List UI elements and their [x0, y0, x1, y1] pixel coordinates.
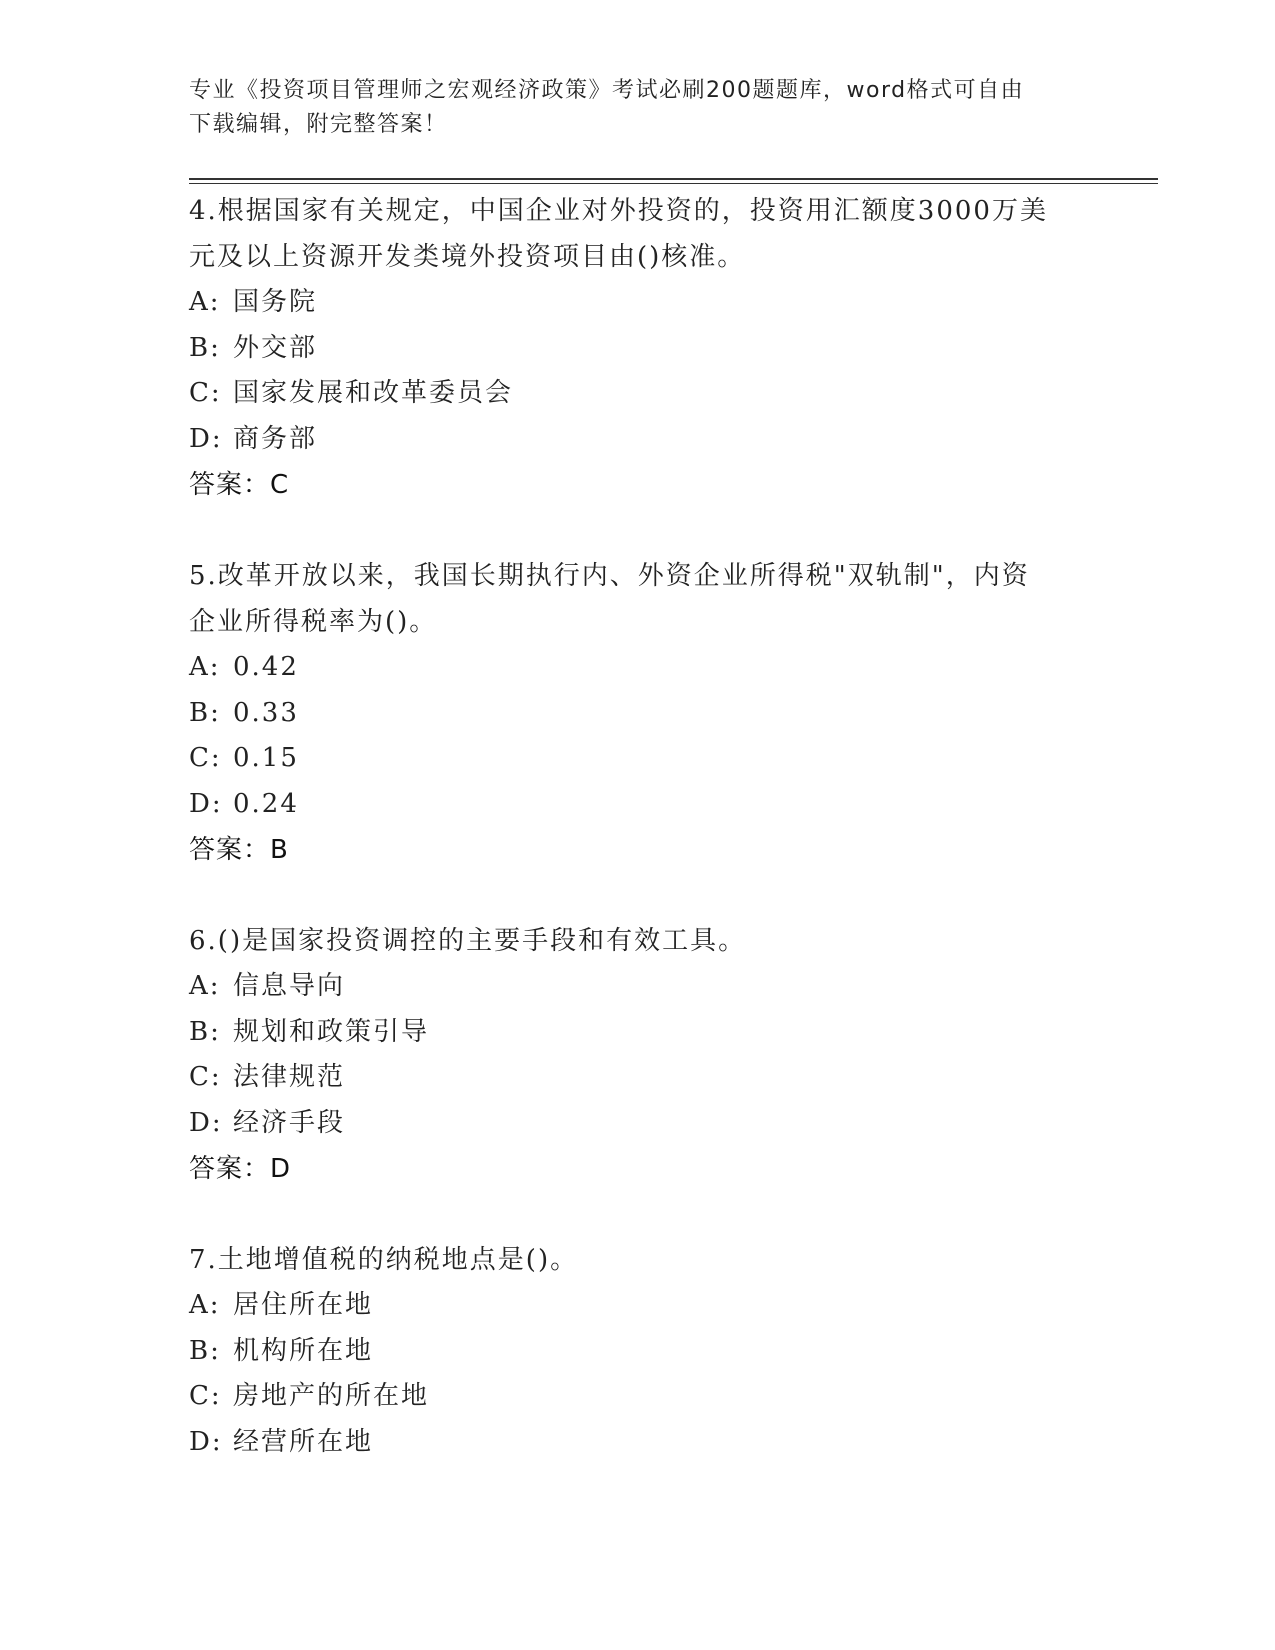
- option-label: A:: [189, 1290, 221, 1320]
- question-text-line: 元及以上资源开发类境外投资项目由()核准。: [189, 242, 746, 272]
- option-d: [189, 782, 1089, 828]
- option-label: D:: [189, 1426, 223, 1457]
- header-divider-thick: [189, 178, 1158, 180]
- option-a: [189, 964, 1089, 1010]
- option-label: B:: [189, 1016, 221, 1047]
- header-divider-thin: [189, 183, 1158, 184]
- option-text: 国家发展和改革委员会: [233, 378, 514, 408]
- option-text: 居住所在地: [233, 1290, 374, 1320]
- option-text: 外交部: [233, 332, 318, 363]
- option-label: B:: [189, 697, 221, 728]
- option-label: C:: [189, 1381, 222, 1411]
- option-d: [189, 1420, 1089, 1466]
- document-header: [189, 74, 1069, 142]
- option-d: [189, 417, 1089, 463]
- option-text: 0.33: [233, 697, 299, 728]
- option-text: 0.42: [233, 652, 299, 682]
- option-b: [189, 1010, 1089, 1056]
- option-text: 国务院: [233, 287, 318, 317]
- question-text-line: 6.()是国家投资调控的主要手段和有效工具。: [189, 926, 747, 956]
- option-a: [189, 280, 1089, 326]
- option-text: 0.24: [233, 788, 299, 819]
- option-label: D:: [189, 788, 223, 819]
- option-label: C:: [189, 378, 222, 408]
- option-text: 信息导向: [233, 971, 346, 1001]
- option-a: [189, 1283, 1089, 1329]
- option-a: [189, 645, 1089, 691]
- option-c: [189, 371, 1089, 417]
- answer-text: 答案：B: [189, 835, 289, 865]
- header-line-2: 下载编辑，附完整答案！: [189, 112, 448, 137]
- option-label: D:: [189, 423, 223, 454]
- option-text: 规划和政策引导: [233, 1016, 430, 1047]
- option-text: 0.15: [233, 743, 299, 773]
- question-text-line: 5.改革开放以来，我国长期执行内、外资企业所得税"双轨制"，内资: [189, 561, 1030, 591]
- option-c: [189, 1374, 1089, 1420]
- question-7: [189, 1237, 1089, 1465]
- option-b: [189, 326, 1089, 372]
- question-list: [189, 188, 1089, 1510]
- answer-text: 答案：D: [189, 1154, 292, 1184]
- option-label: B:: [189, 1335, 221, 1366]
- option-c: [189, 1055, 1089, 1101]
- option-text: 经济手段: [233, 1107, 346, 1138]
- option-label: A:: [189, 287, 221, 317]
- option-label: C:: [189, 1062, 222, 1092]
- option-text: 经营所在地: [233, 1426, 374, 1457]
- option-text: 法律规范: [233, 1062, 346, 1092]
- option-label: D:: [189, 1107, 223, 1138]
- option-d: [189, 1101, 1089, 1147]
- option-label: B:: [189, 332, 221, 363]
- question-text-line: 企业所得税率为()。: [189, 607, 438, 637]
- question-text-line: 4.根据国家有关规定，中国企业对外投资的，投资用汇额度3000万美: [189, 196, 1048, 226]
- option-label: A:: [189, 971, 221, 1001]
- question-text-line: 7.土地增值税的纳税地点是()。: [189, 1245, 579, 1275]
- option-text: 商务部: [233, 423, 318, 454]
- header-line-1: 专业《投资项目管理师之宏观经济政策》考试必刷200题题库，word格式可自由: [189, 78, 1025, 103]
- question-4: [189, 188, 1089, 508]
- option-text: 机构所在地: [233, 1335, 374, 1366]
- option-label: A:: [189, 652, 221, 682]
- option-c: [189, 736, 1089, 782]
- option-b: [189, 691, 1089, 737]
- option-text: 房地产的所在地: [233, 1381, 430, 1411]
- option-b: [189, 1329, 1089, 1375]
- option-label: C:: [189, 743, 222, 773]
- question-6: [189, 918, 1089, 1192]
- answer-text: 答案：C: [189, 470, 290, 500]
- question-5: [189, 553, 1089, 873]
